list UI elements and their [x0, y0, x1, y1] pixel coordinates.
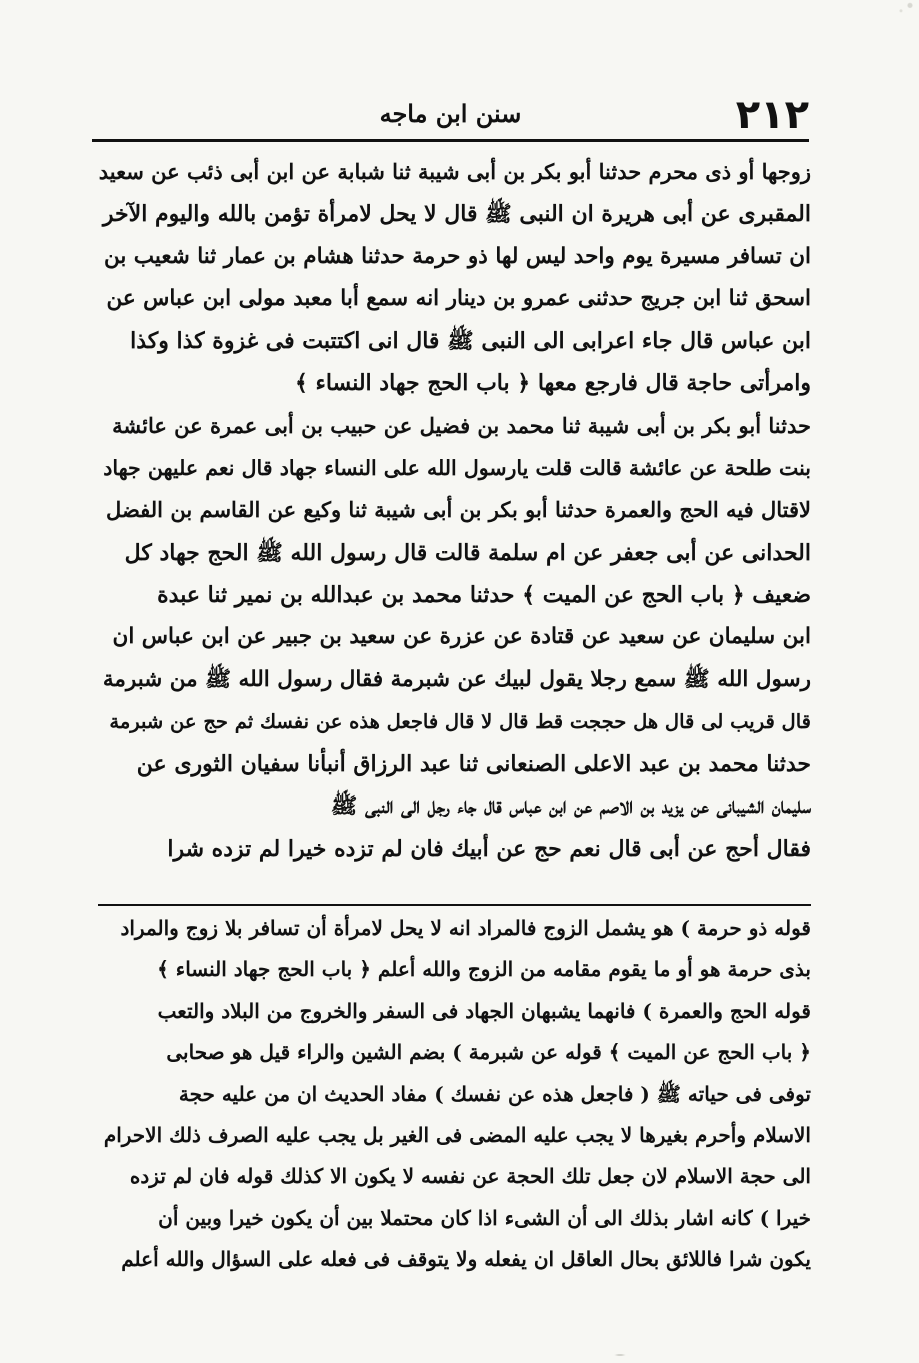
hadith-line: لاقتال فيه الحج والعمرة حدثنا أبو بكر بن أبى شيبة ثنا وكيع عن القاسم بن الفضل [106, 497, 811, 523]
commentary-line: ﴿ باب الحج عن الميت ﴾ قوله عن شبرمة ) بضم الشين والراء قيل هو صحابى [166, 1040, 811, 1065]
commentary-line: الاسلام وأحرم بغيرها لا يجب عليه المضى فى الغير بل يجب عليه الصرف ذلك الاحرام [103, 1122, 811, 1147]
hadith-line: ابن عباس قال جاء اعرابى الى النبى ﷺ قال انى اكتتبت فى غزوة كذا وكذا [130, 328, 811, 355]
hadith-text-block [98, 151, 811, 870]
commentary-line: الى حجة الاسلام لان جعل تلك الحجة عن نفسه لا يكون الا كذلك قوله فان لم تزده [129, 1164, 811, 1189]
commentary-text-block [98, 908, 811, 1281]
hadith-line: حدثنا محمد بن عبد الاعلى الصنعانى ثنا عبد الرزاق أنبأنا سفيان الثورى عن [136, 751, 811, 778]
page-corner-mark [889, 0, 919, 18]
commentary-line: يكون شرا فاللائق بحال العاقل ان يفعله ولا يتوقف فى فعله على السؤال والله أعلم [121, 1247, 811, 1272]
hadith-line: زوجها أو ذى محرم حدثنا أبو بكر بن أبى شيبة ثنا شبابة عن ابن أبى ذئب عن سعيد [98, 159, 811, 184]
hadith-line: اسحق ثنا ابن جريج حدثنى عمرو بن دينار انه سمع أبا معبد مولى ابن عباس عن [106, 285, 811, 311]
hadith-line: المقبرى عن أبى هريرة ان النبى ﷺ قال لا يحل لامرأة تؤمن بالله واليوم الآخر [102, 201, 811, 228]
commentary-line: بذى حرمة هو أو ما يقوم مقامه من الزوج والله أعلم ﴿ باب الحج جهاد النساء ﴾ [157, 957, 811, 982]
hadith-line: وامرأتى حاجة قال فارجع معها ﴿ باب الحج جهاد النساء ﴾ [294, 370, 811, 397]
hadith-line: رسول الله ﷺ سمع رجلا يقول لبيك عن شبرمة فقال رسول الله ﷺ من شبرمة [102, 666, 811, 692]
hadith-line: ان تسافر مسيرة يوم واحد ليس لها ذو حرمة حدثنا هشام بن عمار ثنا شعيب بن [103, 243, 811, 269]
page-bottom-mark [600, 1351, 640, 1359]
commentary-separator [98, 904, 811, 906]
hadith-line: فقال أحج عن أبى قال نعم حج عن أبيك فان لم تزده خيرا لم تزده شرا [167, 835, 811, 862]
hadith-line: حدثنا أبو بكر بن أبى شيبة ثنا محمد بن فضيل عن حبيب بن أبى عمرة عن عائشة [112, 412, 811, 438]
commentary-line: خيرا ) كانه اشار بذلك الى أن الشىء اذا كان محتملا بين أن يكون خيرا وبين أن [158, 1205, 811, 1230]
page-number: ۲۱۲ [735, 92, 809, 138]
commentary-line: توفى فى حياته ﷺ ( فاجعل هذه عن نفسك ) مفاد الحديث ان من عليه حجة [178, 1081, 811, 1106]
hadith-line: ضعيف ﴿ باب الحج عن الميت ﴾ حدثنا محمد بن عبدالله بن نمير ثنا عبدة [157, 581, 811, 608]
page-header [92, 85, 809, 141]
hadith-line: سليمان الشيبانى عن يزيد بن الاصم عن ابن عباس قال جاء رجل الى النبى ﷺ [330, 793, 811, 820]
book-title: سنن ابن ماجه [379, 99, 522, 128]
hadith-line: قال قريب لى قال هل حججت قط قال لا قال فاجعل هذه عن نفسك ثم حج عن شبرمة [109, 709, 811, 733]
hadith-line: بنت طلحة عن عائشة قالت قلت يارسول الله على النساء جهاد قال نعم عليهن جهاد [103, 456, 811, 481]
commentary-line: قوله ذو حرمة ) هو يشمل الزوج فالمراد انه لا يحل لامرأة أن تسافر بلا زوج والمراد [120, 916, 811, 940]
hadith-line: ابن سليمان عن سعيد عن قتادة عن عزرة عن سعيد بن جبير عن ابن عباس ان [112, 624, 811, 650]
hadith-line: الحدانى عن أبى جعفر عن ام سلمة قالت قال رسول الله ﷺ الحج جهاد كل [124, 539, 811, 566]
commentary-line: قوله الحج والعمرة ) فانهما يشبهان الجهاد فى السفر والخروج من البلاد والتعب [157, 998, 811, 1023]
header-rule [92, 139, 809, 142]
